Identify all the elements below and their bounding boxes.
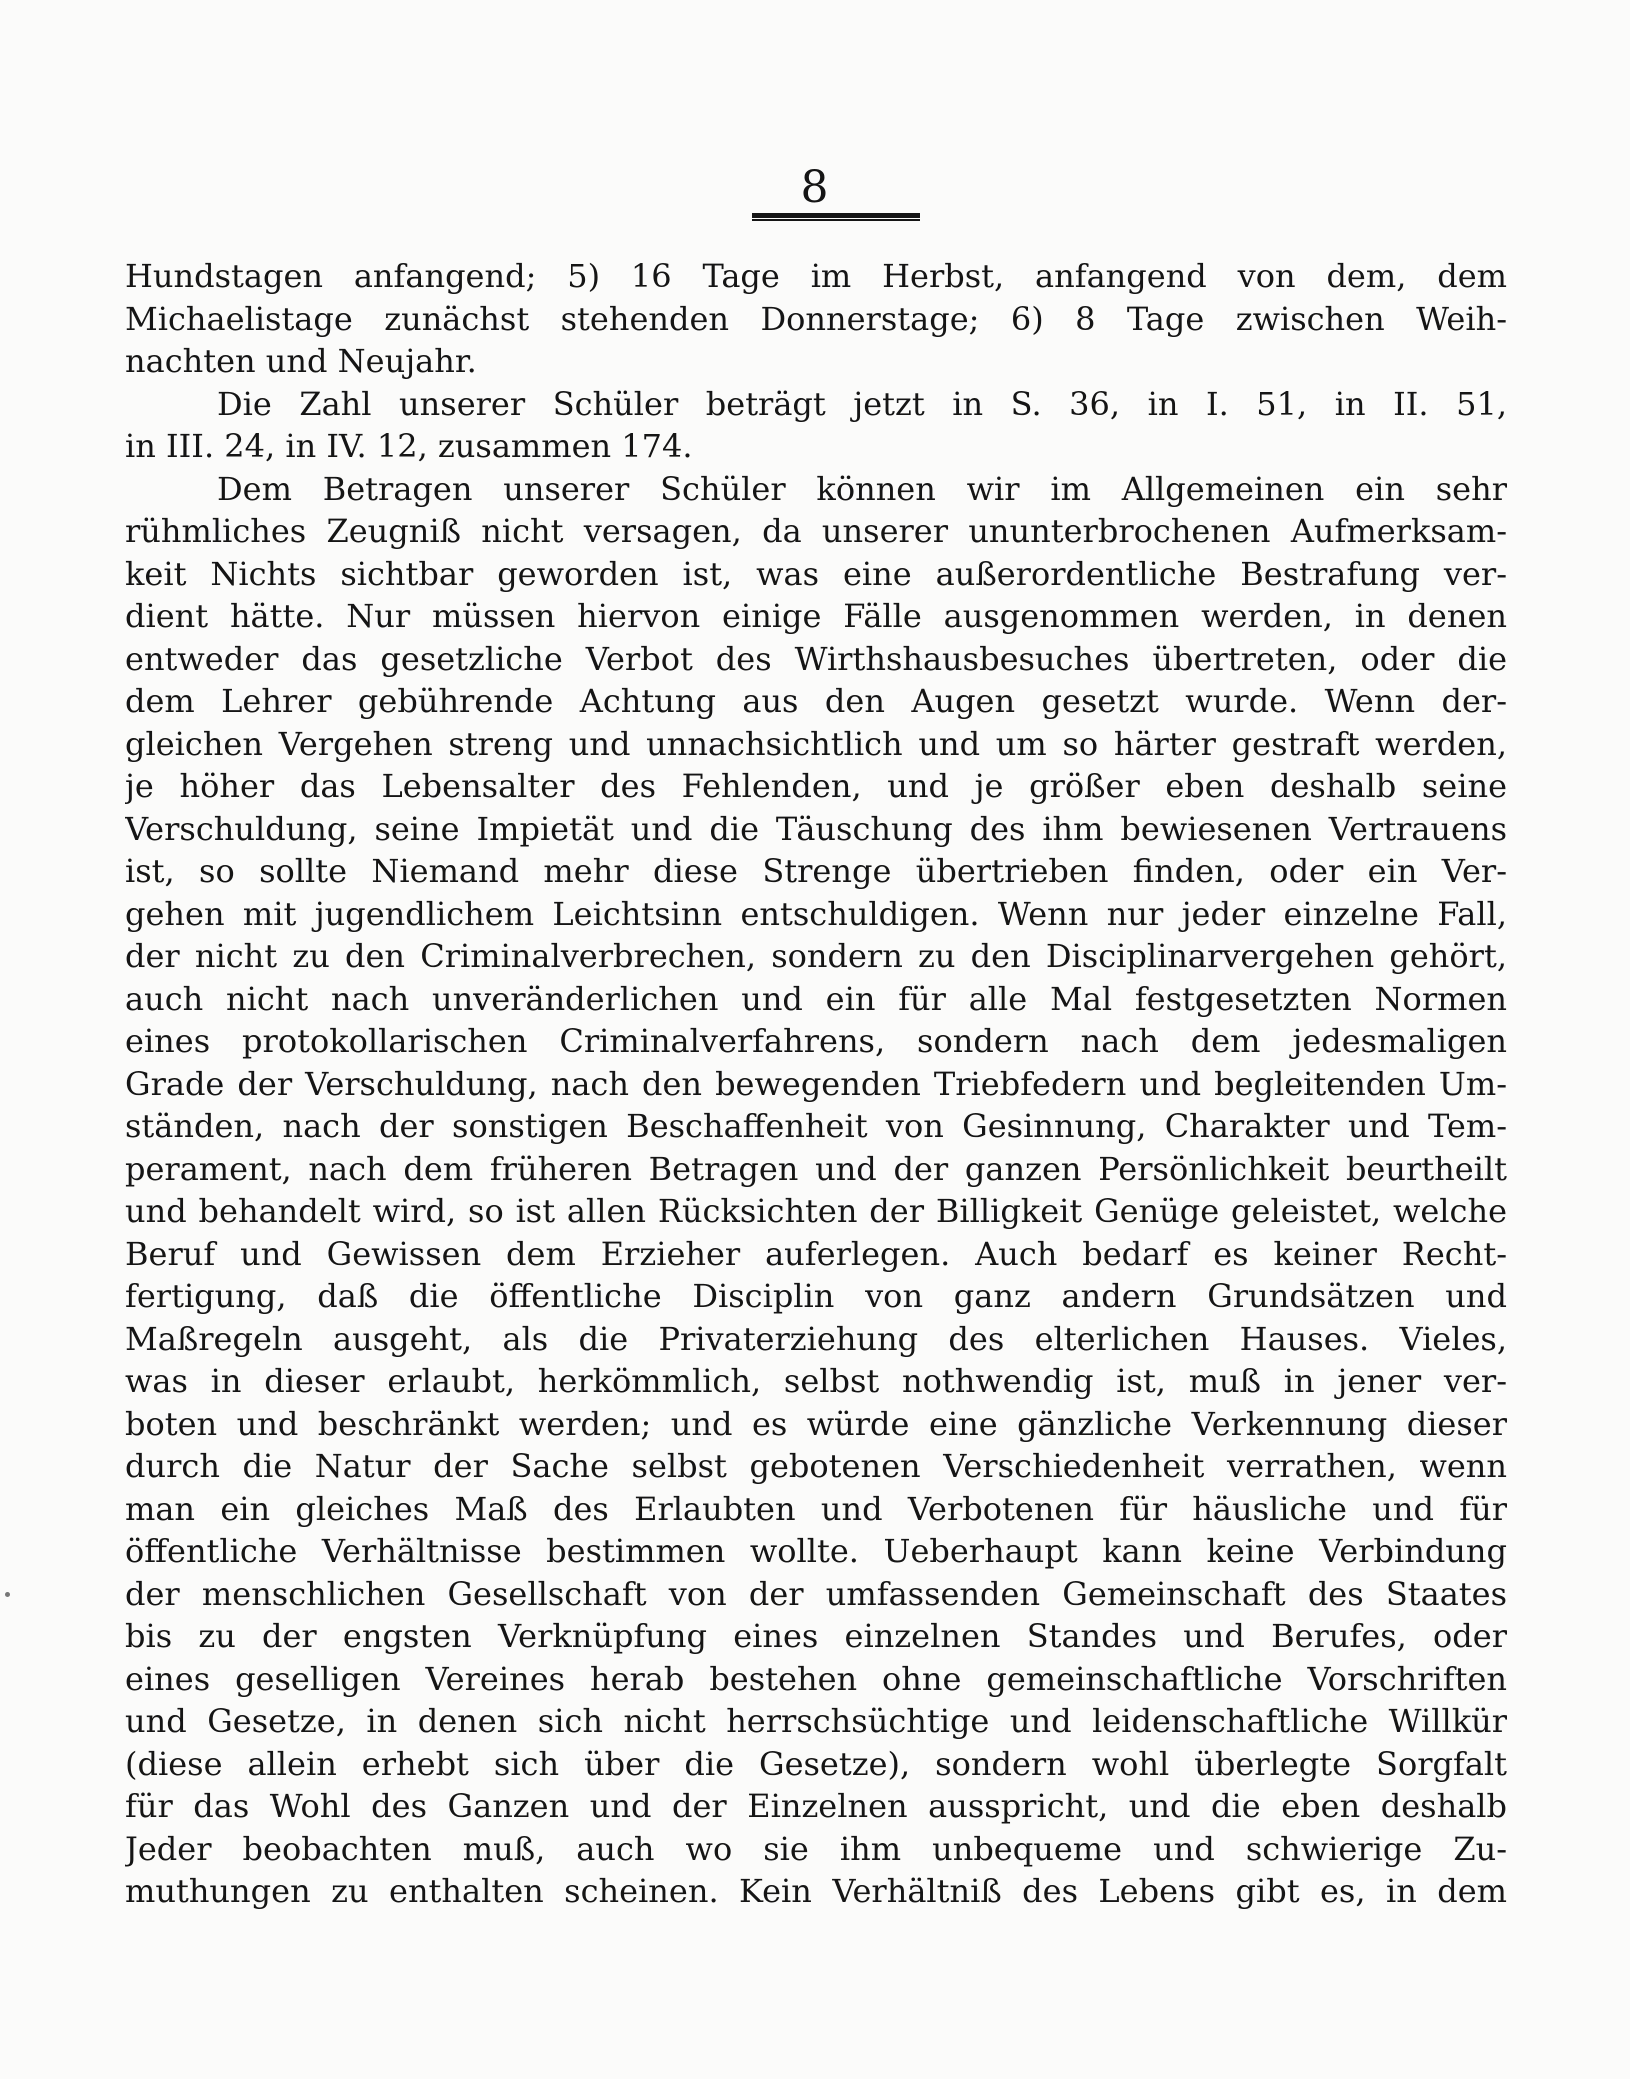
text-line: je höher das Lebensalter des Fehlenden, und je größer eben deshalb seine bbox=[125, 767, 1507, 805]
text-line: und Gesetze, in denen sich nicht herrschsüchtige und leidenschaftliche Willkür bbox=[125, 1702, 1507, 1740]
text-line: Dem Betragen unserer Schüler können wir im Allgemeinen ein sehr bbox=[217, 469, 1507, 508]
text-line: Verschuldung, seine Impietät und die Täuschung des ihm bewiesenen Vertrauens bbox=[125, 809, 1507, 848]
text-line: auch nicht nach unveränderlichen und ein für alle Mal festgesetzten Normen bbox=[125, 979, 1507, 1018]
text-line: eines geselligen Vereines herab bestehen ohne gemeinschaftliche Vorschriften bbox=[125, 1659, 1507, 1698]
text-line: dient hätte. Nur müssen hiervon einige Fälle ausgenommen werden, in denen bbox=[125, 597, 1507, 635]
text-line: man ein gleiches Maß des Erlaubten und Verbotenen für häusliche und für bbox=[125, 1489, 1507, 1528]
text-line: dem Lehrer gebührende Achtung aus den Augen gesetzt wurde. Wenn der- bbox=[125, 682, 1507, 720]
text-line: bis zu der engsten Verknüpfung eines einzelnen Standes und Berufes, oder bbox=[125, 1617, 1507, 1655]
page-number: 8 bbox=[800, 162, 830, 213]
header-rule bbox=[752, 213, 920, 221]
text-line: durch die Natur der Sache selbst gebotenen Verschiedenheit verrathen, wenn bbox=[125, 1447, 1507, 1485]
text-line: gehen mit jugendlichem Leichtsinn entschuldigen. Wenn nur jeder einzelne Fall, bbox=[125, 894, 1507, 933]
body-text bbox=[125, 255, 1507, 1913]
text-line: perament, nach dem früheren Betragen und der ganzen Persönlichkeit beurtheilt bbox=[125, 1149, 1507, 1188]
text-line: und behandelt wird, so ist allen Rücksichten der Billigkeit Genüge geleistet, welche bbox=[125, 1192, 1507, 1230]
text-line: für das Wohl des Ganzen und der Einzelnen ausspricht, und die eben deshalb bbox=[125, 1787, 1507, 1825]
text-line: öffentliche Verhältnisse bestimmen wollte. Ueberhaupt kann keine Verbindung bbox=[125, 1532, 1507, 1570]
text-line: rühmliches Zeugniß nicht versagen, da unserer ununterbrochenen Aufmerksam- bbox=[125, 512, 1507, 550]
text-line: eines protokollarischen Criminalverfahrens, sondern nach dem jedesmaligen bbox=[125, 1022, 1507, 1060]
text-line: muthungen zu enthalten scheinen. Kein Verhältniß des Lebens gibt es, in dem bbox=[125, 1872, 1507, 1910]
text-line: Die Zahl unserer Schüler beträgt jetzt in S. 36, in I. 51, in II. 51, bbox=[217, 384, 1507, 423]
text-line: was in dieser erlaubt, herkömmlich, selbst nothwendig ist, muß in jener ver- bbox=[125, 1362, 1507, 1400]
text-line: keit Nichts sichtbar geworden ist, was eine außerordentliche Bestrafung ver- bbox=[125, 554, 1507, 593]
text-line: der menschlichen Gesellschaft von der umfassenden Gemeinschaft des Staates bbox=[125, 1574, 1507, 1613]
margin-speck bbox=[5, 1592, 10, 1597]
text-line: der nicht zu den Criminalverbrechen, sondern zu den Disciplinarvergehen gehört, bbox=[125, 937, 1507, 975]
text-line: gleichen Vergehen streng und unnachsichtlich und um so härter gestraft werden, bbox=[125, 724, 1507, 763]
text-line: boten und beschränkt werden; und es würde eine gänzliche Verkennung dieser bbox=[125, 1404, 1507, 1443]
text-line: Maßregeln ausgeht, als die Privaterziehung des elterlichen Hauses. Vieles, bbox=[125, 1319, 1507, 1358]
text-line: Beruf und Gewissen dem Erzieher auferlegen. Auch bedarf es keiner Recht- bbox=[125, 1234, 1507, 1273]
text-line: nachten und Neujahr. bbox=[125, 342, 477, 380]
text-line: fertigung, daß die öffentliche Disciplin von ganz andern Grundsätzen und bbox=[125, 1277, 1507, 1315]
text-line: ständen, nach der sonstigen Beschaffenheit von Gesinnung, Charakter und Tem- bbox=[125, 1107, 1507, 1145]
text-line: (diese allein erhebt sich über die Gesetze), sondern wohl überlegte Sorgfalt bbox=[125, 1744, 1507, 1783]
text-line: ist, so sollte Niemand mehr diese Strenge übertrieben finden, oder ein Ver- bbox=[125, 852, 1507, 890]
text-line: entweder das gesetzliche Verbot des Wirthshausbesuches übertreten, oder die bbox=[125, 639, 1507, 678]
text-line: Jeder beobachten muß, auch wo sie ihm unbequeme und schwierige Zu- bbox=[125, 1829, 1507, 1868]
text-line: Michaelistage zunächst stehenden Donnerstage; 6) 8 Tage zwischen Weih- bbox=[125, 299, 1507, 338]
text-line: Hundstagen anfangend; 5) 16 Tage im Herbst, anfangend von dem, dem bbox=[125, 257, 1507, 295]
text-line: Grade der Verschuldung, nach den bewegenden Triebfedern und begleitenden Um- bbox=[125, 1064, 1507, 1103]
text-line: in III. 24, in IV. 12, zusammen 174. bbox=[125, 427, 693, 465]
